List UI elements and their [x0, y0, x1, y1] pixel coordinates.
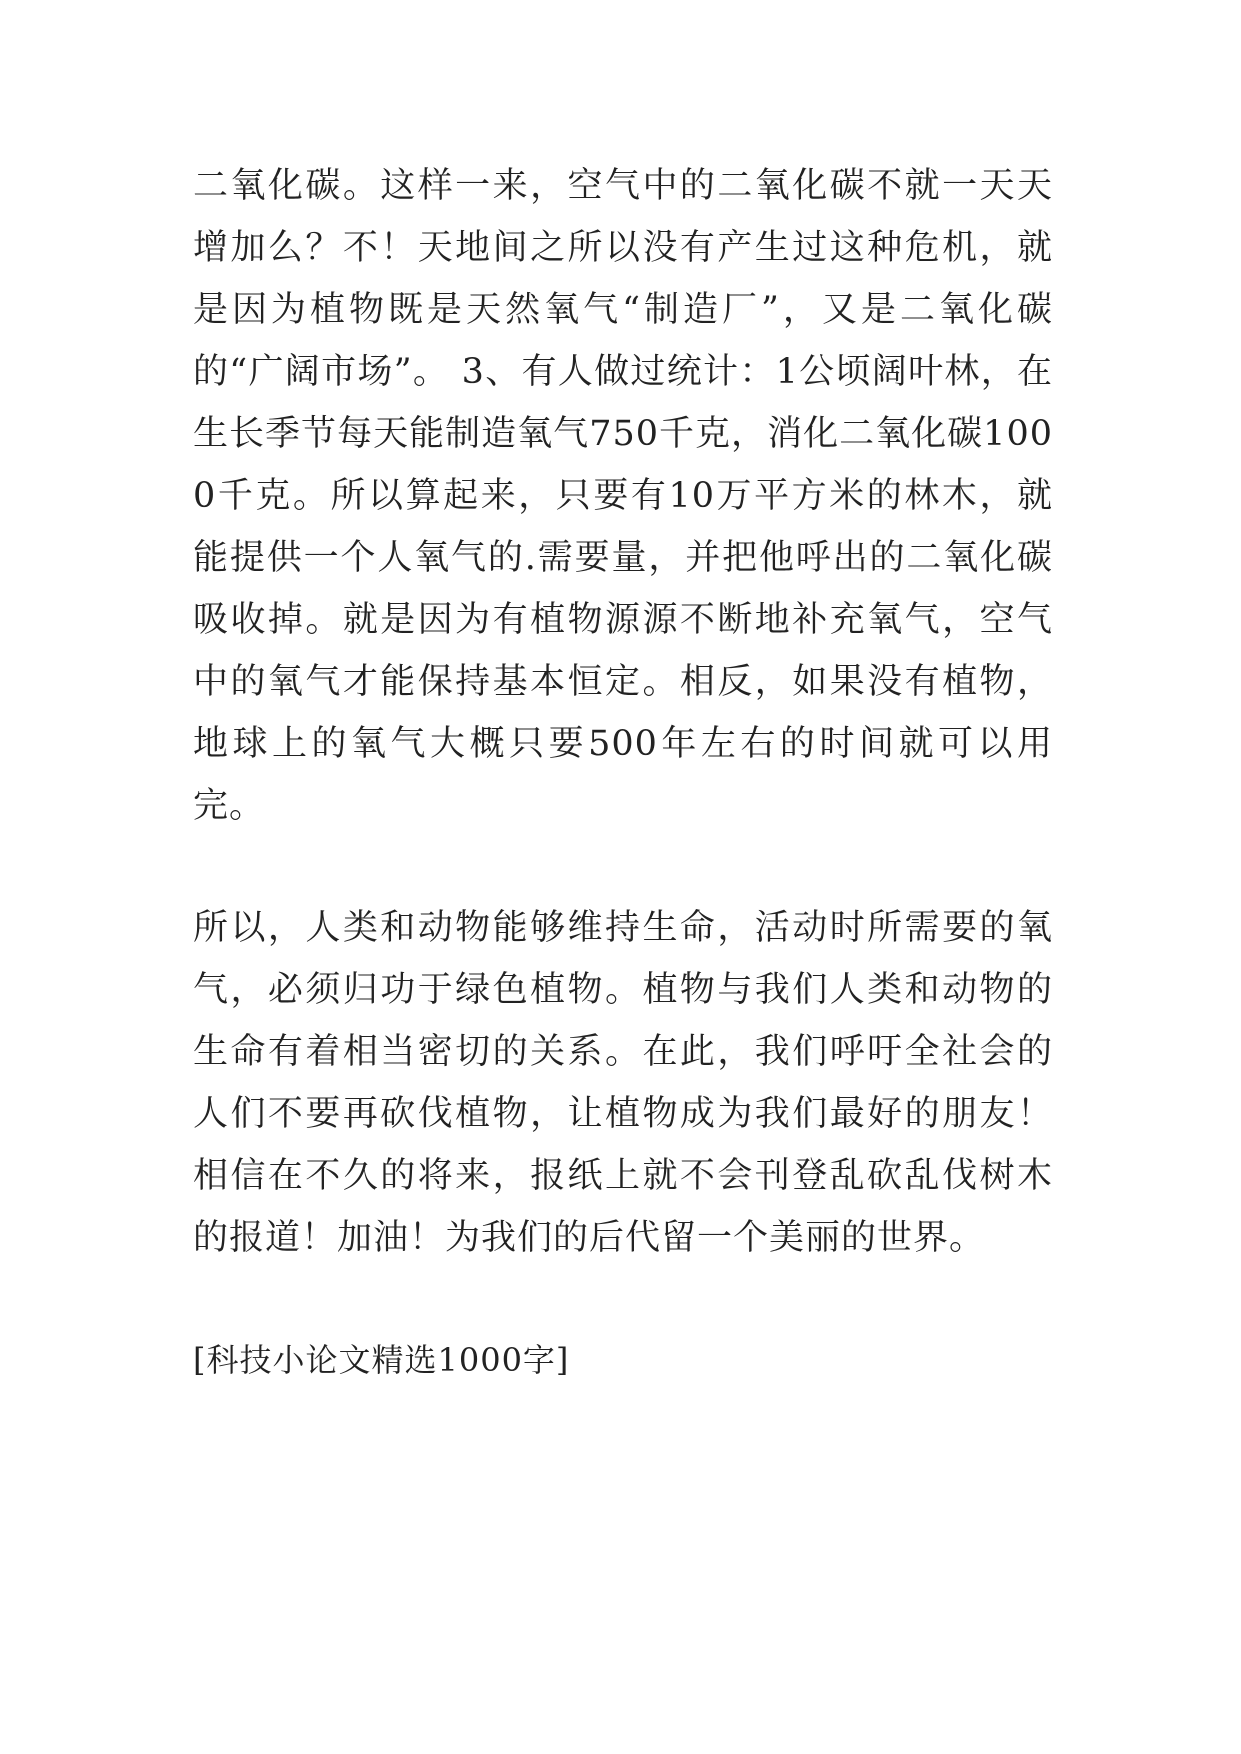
document-body	[193, 155, 1053, 1391]
paragraph-oxygen-statistics: 二氧化碳。这样一来，空气中的二氧化碳不就一天天增加么？不！天地间之所以没有产生过这种危机，就是因为植物既是天然氧气“制造厂”，又是二氧化碳的“广阔市场”。 3、有人做过统计：1公顷阔叶林，在生长季节每天能制造氧气750千克，消化二氧化碳1000千克。所以算起来，只要有10万平方米的林木，就能提供一个人氧气的.需要量，并把他呼出的二氧化碳吸收掉。就是因为有植物源源不断地补充氧气，空气中的氧气才能保持基本恒定。相反，如果没有植物，地球上的氧气大概只要500年左右的时间就可以用完。	[193, 166, 1053, 826]
paragraph-conclusion: 所以，人类和动物能够维持生命，活动时所需要的氧气，必须归功于绿色植物。植物与我们人类和动物的生命有着相当密切的关系。在此，我们呼吁全社会的人们不要再砍伐植物，让植物成为我们最好的朋友！相信在不久的将来，报纸上就不会刊登乱砍乱伐树木的报道！加油！为我们的后代留一个美丽的世界。	[193, 908, 1053, 1258]
footer-note: [科技小论文精选1000字]	[193, 1341, 570, 1379]
